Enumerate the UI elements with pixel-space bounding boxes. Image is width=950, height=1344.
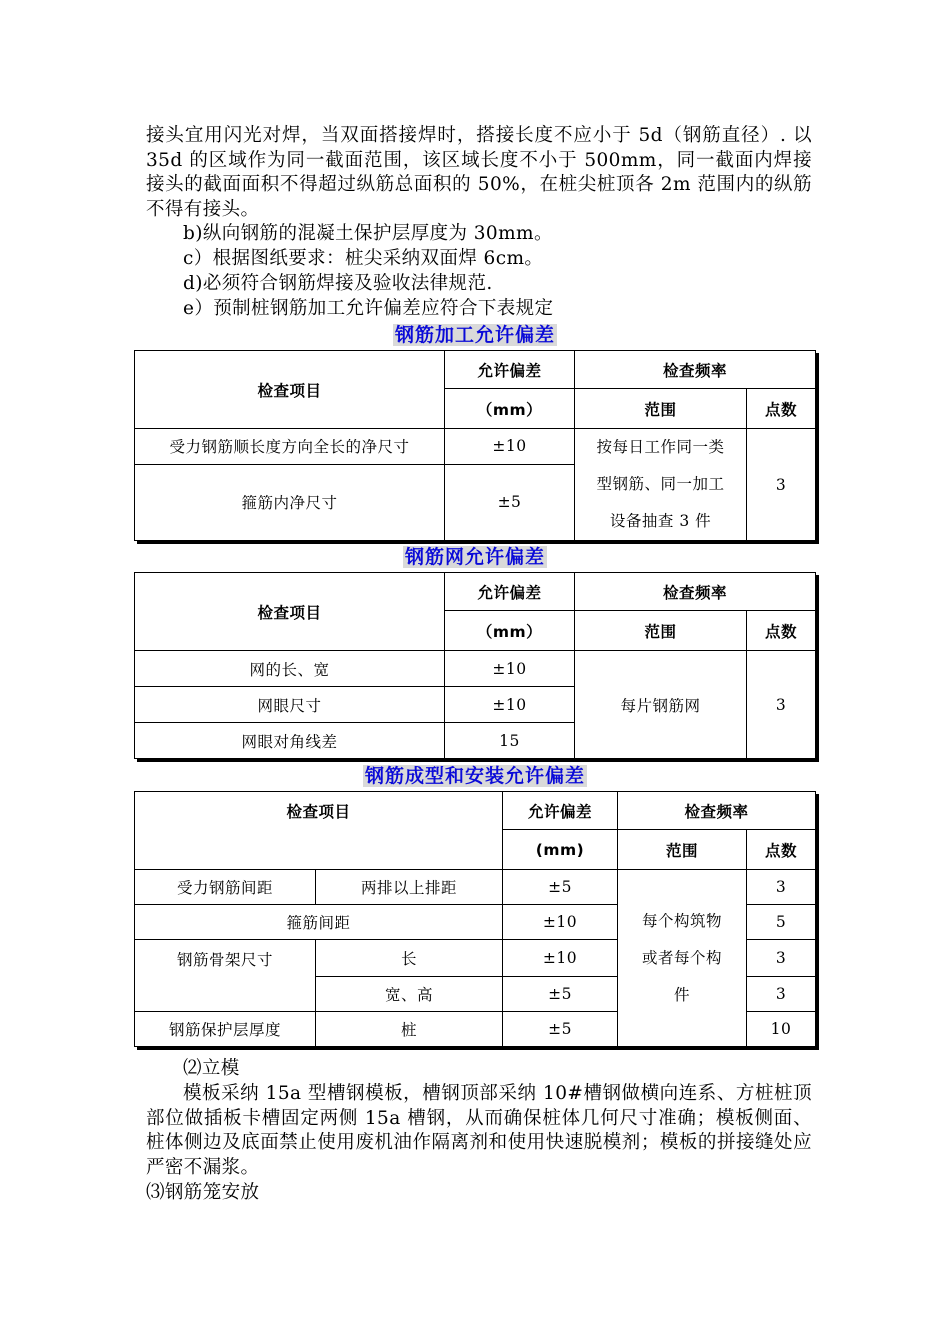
table3-row3-item: 钢筋骨架尺寸 <box>135 940 316 1012</box>
item-b: b)纵向钢筋的混凝土保护层厚度为 30mm。 <box>183 223 553 244</box>
table2-row1-item: 网的长、宽 <box>135 651 445 687</box>
table2-header-points: 点数 <box>747 611 816 651</box>
item-c: c）根据图纸要求：桩尖采纳双面焊 6cm。 <box>183 248 544 269</box>
table1-points: 3 <box>747 429 816 541</box>
table3-header-scope: 范围 <box>618 830 747 870</box>
table1-header-points: 点数 <box>747 389 816 429</box>
table1-header-frequency: 检查频率 <box>575 351 816 389</box>
item-e: e）预制桩钢筋加工允许偏差应符合下表规定 <box>183 298 554 319</box>
table-row <box>135 429 816 465</box>
table3-row3-tolerance: ±10 <box>503 940 618 977</box>
table3-row4-points: 3 <box>747 977 816 1012</box>
table3-row5-sub: 桩 <box>316 1012 503 1047</box>
table-row <box>135 870 816 905</box>
table2-header-frequency: 检查频率 <box>575 573 816 611</box>
table1-row2-item: 箍筋内净尺寸 <box>135 464 445 540</box>
table1-header-item: 检查项目 <box>135 351 445 429</box>
table3-scope: 每个构筑物 或者每个构 件 <box>618 870 747 1047</box>
table1-title: 钢筋加工允许偏差 <box>394 324 555 346</box>
table3-header-points: 点数 <box>747 830 816 870</box>
table3-header-item: 检查项目 <box>135 792 503 870</box>
table1-row1-tolerance: ±10 <box>445 429 575 465</box>
table2-header-scope: 范围 <box>575 611 747 651</box>
table2-header-item: 检查项目 <box>135 573 445 651</box>
table2 <box>134 572 816 759</box>
table2-row2-tolerance: ±10 <box>445 687 575 723</box>
section2-paragraph: 模板采纳 15a 型槽钢模板，槽钢顶部采纳 10#槽钢做横向连系、方桩桩顶部位做插板卡槽固定两侧 15a 槽钢，从而确保桩体几何尺寸准确；模板侧面、桩体侧边及底面禁止使用废机油作隔离剂和使用快速脱模剂；模板的拼接缝处应严密不漏浆。 <box>146 1083 812 1178</box>
table2-scope: 每片钢筋网 <box>575 651 747 759</box>
table2-row3-item: 网眼对角线差 <box>135 723 445 759</box>
table3-row1-item: 受力钢筋间距 <box>135 870 316 905</box>
table2-points: 3 <box>747 651 816 759</box>
table3-header-tolerance: 允许偏差 <box>503 792 618 830</box>
table2-row3-tolerance: 15 <box>445 723 575 759</box>
table1-row1-item: 受力钢筋顺长度方向全长的净尺寸 <box>135 429 445 465</box>
intro-paragraph: 接头宜用闪光对焊，当双面搭接焊时，搭接长度不应小于 5d（钢筋直径）. 以 35d 的区域作为同一截面范围，该区域长度不小于 500mm，同一截面内焊接接头的截面面积不得超过纵筋总面积的 50%，在桩尖桩顶各 2m 范围内的纵筋不得有接头。 <box>146 125 812 220</box>
table3-row4-tolerance: ±5 <box>503 977 618 1012</box>
table1-row2-tolerance: ±5 <box>445 464 575 540</box>
table3-row1-points: 3 <box>747 870 816 905</box>
table3 <box>134 791 816 1047</box>
table3-row2-tolerance: ±10 <box>503 905 618 940</box>
table1-scope: 按每日工作同一类 型钢筋、同一加工 设备抽查 3 件 <box>575 429 747 541</box>
table3-row1-sub: 两排以上排距 <box>316 870 503 905</box>
table2-header-tolerance: 允许偏差 <box>445 573 575 611</box>
table3-row3-sub: 长 <box>316 940 503 977</box>
table3-row2-points: 5 <box>747 905 816 940</box>
table3-header-frequency: 检查频率 <box>618 792 816 830</box>
item-d: d)必须符合钢筋焊接及验收法律规范. <box>183 273 493 294</box>
table3-title: 钢筋成型和安装允许偏差 <box>364 765 585 787</box>
section3-heading: ⑶钢筋笼安放 <box>146 1182 260 1203</box>
table3-row1-tolerance: ±5 <box>503 870 618 905</box>
table3-row5-item: 钢筋保护层厚度 <box>135 1012 316 1047</box>
table3-row2-item: 箍筋间距 <box>135 905 503 940</box>
table1 <box>134 350 816 541</box>
table3-row3-points: 3 <box>747 940 816 977</box>
table1-header-tolerance: 允许偏差 <box>445 351 575 389</box>
section2-heading: ⑵立模 <box>183 1058 240 1079</box>
table2-title: 钢筋网允许偏差 <box>404 546 545 568</box>
table2-row1-tolerance: ±10 <box>445 651 575 687</box>
table3-header-unit: (mm) <box>503 830 618 870</box>
table3-row4-sub: 宽、高 <box>316 977 503 1012</box>
table3-row5-points: 10 <box>747 1012 816 1047</box>
table-row <box>135 651 816 687</box>
table1-header-scope: 范围 <box>575 389 747 429</box>
table1-header-unit: （mm） <box>445 389 575 429</box>
table3-row5-tolerance: ±5 <box>503 1012 618 1047</box>
table2-header-unit: （mm） <box>445 611 575 651</box>
table2-row2-item: 网眼尺寸 <box>135 687 445 723</box>
